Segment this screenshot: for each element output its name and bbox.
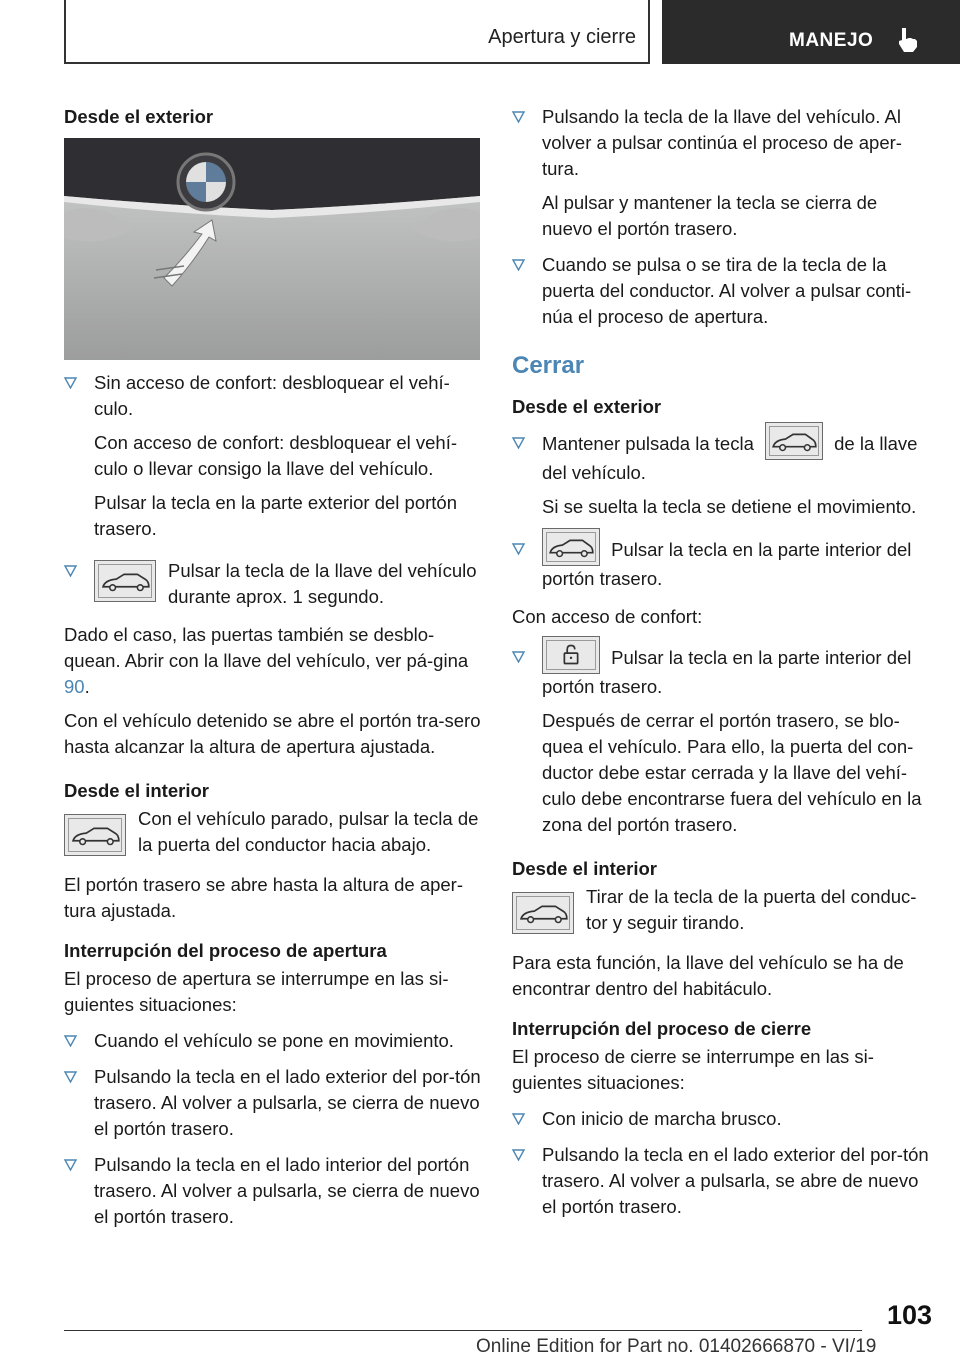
heading-desde-interior: Desde el interior xyxy=(64,780,209,801)
triangle-bullet-icon xyxy=(512,651,525,663)
list-item-text: Pulsando la tecla en el lado exterior del por-tón trasero. Al volver a pulsarla, se abre de nuevo el portón trasero. xyxy=(542,1144,929,1217)
car-trunk-key-icon xyxy=(765,422,823,460)
list-item-text: Pulsando la tecla en el lado interior del portón trasero. Al volver a pulsarla, se cierra de nuevo el portón trasero. xyxy=(94,1154,480,1227)
header-section-title: Apertura y cierre xyxy=(488,26,636,48)
list-item-text: Pulsar la tecla de la llave del vehículo durante aprox. 1 segundo. xyxy=(168,560,477,607)
right-column xyxy=(512,100,932,1232)
list-item-subtext: Después de cerrar el portón trasero, se blo-quea el vehículo. Para ello, la puerta del con-ductor debe estar cerrada y la llave del vehí-culo debe encontrarse fuera del vehículo en la zona del portón trasero. xyxy=(542,710,922,835)
interior-open-text: Con el vehículo parado, pulsar la tecla de la puerta del conductor hacia abajo. xyxy=(138,808,479,855)
open-exterior-list xyxy=(64,370,482,610)
triangle-bullet-icon xyxy=(512,543,525,555)
list-item xyxy=(512,644,932,838)
header-rule-bottom xyxy=(64,62,650,64)
triangle-bullet-icon xyxy=(64,565,77,577)
paragraph-comfort-access: Con acceso de confort: xyxy=(512,606,703,627)
list-item-text: Cuando el vehículo se pone en movimiento. xyxy=(94,1030,454,1051)
list-item xyxy=(512,104,932,242)
list-item-text: Pulsando la tecla en el lado exterior del por-tón trasero. Al volver a pulsarla, se cierra de nuevo el portón trasero. xyxy=(94,1066,481,1139)
list-item-text: Pulsar la tecla en la parte interior del portón trasero. xyxy=(542,536,932,592)
list-item-subtext: Al pulsar y mantener la tecla se cierra de nuevo el portón trasero. xyxy=(542,192,878,239)
header-rule-left xyxy=(64,0,66,64)
triangle-bullet-icon xyxy=(64,1035,77,1047)
triangle-bullet-icon xyxy=(64,1071,77,1083)
close-exterior-list xyxy=(512,430,932,592)
heading-desde-interior: Desde el interior xyxy=(512,858,657,879)
interior-open-block xyxy=(64,806,482,860)
list-item-subtext: Pulsar la tecla en la parte exterior del portón trasero. xyxy=(94,492,458,539)
chapter-label: MANEJO xyxy=(789,30,874,51)
interrupt-open-list xyxy=(64,1028,482,1230)
car-trunk-key-icon xyxy=(94,560,156,602)
header-chapter-tab xyxy=(662,0,960,64)
page-number: 103 xyxy=(886,1300,932,1330)
open-other-list xyxy=(512,104,932,330)
list-item-text: Con inicio de marcha brusco. xyxy=(542,1108,782,1129)
list-item-text: Pulsando la tecla de la llave del vehículo. Al volver a pulsar continúa el proceso de aper-tura. xyxy=(542,106,902,179)
list-item xyxy=(512,536,932,592)
paragraph-open-until-height: El portón trasero se abre hasta la altura de aper-tura ajustada. xyxy=(64,874,464,921)
interior-close-text: Tirar de la tecla de la puerta del conduc-tor y seguir tirando. xyxy=(586,886,917,933)
interior-close-block xyxy=(512,884,932,938)
car-trunk-key-icon xyxy=(64,814,126,856)
triangle-bullet-icon xyxy=(512,259,525,271)
list-item-text: Pulsar la tecla en la parte interior del portón trasero. xyxy=(542,644,932,700)
lock-icon xyxy=(542,636,600,674)
list-item xyxy=(64,558,482,610)
list-item-text: Sin acceso de confort: desbloquear el vehí-culo. xyxy=(94,372,450,419)
header-rule-divider xyxy=(648,0,650,64)
footer-edition-text: Online Edition for Part no. 01402666870 - VI/19 xyxy=(476,1336,877,1357)
list-item xyxy=(64,1152,482,1230)
interrupt-close-list xyxy=(512,1106,932,1220)
triangle-bullet-icon xyxy=(512,1113,525,1125)
list-item xyxy=(64,1064,482,1142)
car-trunk-key-icon xyxy=(542,528,600,566)
left-column xyxy=(64,100,482,1242)
list-item-subtext: Con acceso de confort: desbloquear el vehí-culo o llevar consigo la llave del vehículo. xyxy=(94,432,458,479)
triangle-bullet-icon xyxy=(512,1149,525,1161)
list-item-subtext: Si se suelta la tecla se detiene el movimiento. xyxy=(542,496,917,517)
page-link[interactable]: 90 xyxy=(64,676,85,697)
section-title-cerrar: Cerrar xyxy=(512,352,585,379)
list-item xyxy=(512,1106,932,1132)
footer-rule xyxy=(64,1330,862,1331)
list-item-text: Mantener pulsada la tecla de la llave del vehículo. xyxy=(542,430,932,486)
list-item-text: Cuando se pulsa o se tira de la tecla de la puerta del conductor. Al volver a pulsar conti-núa el proceso de apertura. xyxy=(542,254,912,327)
triangle-bullet-icon xyxy=(64,377,77,389)
heading-interrupt-open: Interrupción del proceso de apertura xyxy=(64,940,387,961)
paragraph-doors-unlock: Dado el caso, las puertas también se desblo-quean. Abrir con la llave del vehículo, ver pá-gina 90. xyxy=(64,624,469,697)
triangle-bullet-icon xyxy=(512,437,525,449)
list-item xyxy=(512,252,932,330)
paragraph-interrupt-close: El proceso de cierre se interrumpe en las si-guientes situaciones: xyxy=(512,1046,874,1093)
heading-desde-exterior: Desde el exterior xyxy=(512,396,662,417)
paragraph-interrupt-open: El proceso de apertura se interrumpe en las si-guientes situaciones: xyxy=(64,968,449,1015)
list-item xyxy=(512,430,932,520)
close-comfort-list xyxy=(512,644,932,838)
heading-desde-exterior: Desde el exterior xyxy=(64,106,214,127)
list-item xyxy=(64,1028,482,1054)
paragraph-key-inside: Para esta función, la llave del vehículo se ha de encontrar dentro del habitáculo. xyxy=(512,952,904,999)
list-item xyxy=(512,1142,932,1220)
paragraph-open-height: Con el vehículo detenido se abre el portón tra-sero hasta alcanzar la altura de apertura ajustada. xyxy=(64,710,481,757)
triangle-bullet-icon xyxy=(512,111,525,123)
bmw-trunk-button-photo xyxy=(64,138,480,360)
hand-pointing-icon xyxy=(896,26,922,54)
triangle-bullet-icon xyxy=(64,1159,77,1171)
heading-interrupt-close: Interrupción del proceso de cierre xyxy=(512,1018,812,1039)
car-trunk-key-icon xyxy=(512,892,574,934)
list-item xyxy=(64,370,482,542)
